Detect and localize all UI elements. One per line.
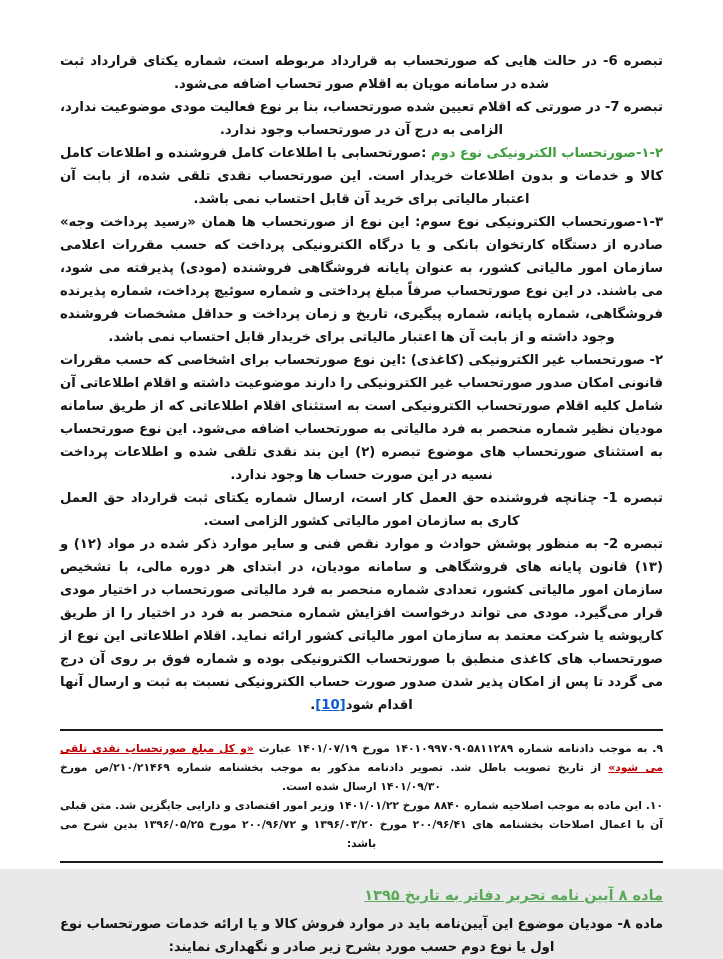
note-2-period: .: [310, 698, 316, 713]
footnote-9-text-pre: ۹. به موجب دادنامه شماره ۱۴۰۱۰۹۹۷۰۹۰۵۸۱۱۲۸۹ مورخ ۱۴۰۱/۰۷/۱۹ عبارت: [253, 742, 664, 755]
note-2-paragraph: [60, 533, 663, 717]
footnote-10-reference-link[interactable]: [10]: [315, 698, 346, 713]
note-6-paragraph: تبصره 6- در حالت هایی که صورتحساب به قرارداد مربوطه است، شماره یکتای قرارداد ثبت شده در سامانه مویان به اقلام صور تحساب اضافه می‌شود.: [60, 54, 663, 92]
footnote-10: ۱۰. این ماده به موجب اصلاحیه شماره ۸۸۴۰ مورخ ۱۴۰۱/۰۱/۲۲ وزیر امور اقتصادی و دارایی جایگزین شد. متن قبلی آن با اعمال اصلاحات بخشنامه های ۲۰۰/۹۶/۴۱ مورخ ۱۳۹۶/۰۳/۲۰ و ۲۰۰/۹۶/۷۲ مورخ ۱۳۹۶/۰۵/۲۵ بدین شرح می باشد:: [60, 799, 664, 850]
section-2-paragraph: ۲- صورتحساب غیر الکترونیکی (کاغذی) :این نوع صورتحساب برای اشخاصی که حسب مقررات قانونی امکان صدور صورتحساب غیر الکترونیکی را دارند موضوعیت داشته و اقلام اطلاعاتی آن شامل کلیه اقلام صورتحساب الکترونیکی است به استثنای اقلام اطلاعاتی که از طریق سامانه مودیان نظیر شماره منحصر به فرد مالیاتی به صورتحساب اضافه می‌شود. این نوع صورتحساب به استثنای صورتحساب های موضوع تبصره (۲) این بند نقدی تلقی شده و اطلاعات پرداخت نسیه در این صورت حساب ها وجود ندارد.: [60, 353, 663, 483]
section-1-2-paragraph: [60, 142, 663, 211]
note-1-paragraph: تبصره 1- چنانچه فروشنده حق العمل کار است، ارسال شماره یکتای ثبت قرارداد حق العمل کاری به سازمان امور مالیاتی کشور الزامی است.: [60, 491, 663, 529]
note-7-paragraph: تبصره 7- در صورتی که اقلام تعیین شده صورتحساب، بنا بر نوع فعالیت مودی موضوعیت ندارد، الزامی به درج آن در صورتحساب وجود ندارد.: [60, 100, 663, 138]
section-1-2-heading: ۱-۲-صورتحساب الکترونیکی نوع دوم: [430, 146, 663, 161]
article-8-paragraph: ماده ۸- مودیان موضوع این آیین‌نامه باید در موارد فروش کالا و یا ارائه خدمات صورتحساب نوع اول یا نوع دوم حسب مورد بشرح زیر صادر و نگهداری نمایند:: [60, 917, 663, 955]
footnote-separator-top: [60, 729, 663, 731]
footnote-9-text-post: از تاریخ تصویب باطل شد. تصویر دادنامه مذکور به موجب بخشنامه شماره ۲۱۰/۲۱۴۶۹/ص مورخ ۱۴۰۱/۰۹/۳۰ ارسال شده است.: [60, 761, 609, 793]
footnote-9: [60, 739, 663, 796]
footnote-9-annulled-phrase: «و کل مبلغ صورتحساب نقدی تلقی می شود»: [60, 742, 663, 774]
article-8-heading: ماده ۸ آیین نامه تحریر دفاتر به تاریخ ۱۳۹۵: [364, 888, 663, 904]
note-2-text: تبصره 2- به منظور پوشش حوادث و موارد نقص فنی و سایر موارد ذکر شده در مواد (۱۲) و (۱۳) قانون پایانه های فروشگاهی و سامانه مودیان، در ابتدای هر دوره مالی، با تشخیص سازمان امور مالیاتی کشور، تعدادی شماره منحصر به فرد مالیاتی صورتحساب در اختیار مودی قرار می‌گیرد. مودی می تواند درخواست افزایش شماره منحصر به فرد در اختیار را از طریق کارپوشه یا شرکت معتمد به سازمان امور مالیاتی کشور ارائه نماید. اقلام اطلاعاتی این نوع از صورتحساب های کاغذی منطبق با صورتحساب الکترونیکی بوده و شماره فوق بر روی آن درج می گردد تا پس از امکان پذیر شدن صدور صورت حساب الکترونیکی نسبت به ثبت و ارسال آنها اقدام شود: [60, 537, 663, 713]
section-1-3-paragraph: ۱-۳-صورتحساب الکترونیکی نوع سوم: این نوع از صورتحساب ها همان «رسید پرداخت وجه» صادره از دستگاه کارتخوان بانکی و یا درگاه الکترونیکی پرداخت که حسب مقررات اعلامی سازمان امور مالیاتی کشور، به عنوان پایانه فروشگاهی فروشنده (مودی) پذیرفته می شود، می باشند. در این نوع صورتحساب صرفاً مبلغ پرداختی و شماره سوئیچ پرداخت، شماره پذیرنده فروشگاهی، شماره پایانه، شماره پیگیری، تاریخ و زمان پرداخت و حداقل مشخصات فروشنده وجود داشته و از بابت آن ها اعتبار مالیاتی برای خریدار قابل احتساب نمی باشد.: [60, 215, 663, 345]
footnote-separator-bottom: [60, 861, 663, 863]
section-1-2-text: :صورتحسابی با اطلاعات کامل فروشنده و اطلاعات کامل کالا و خدمات و بدون اطلاعات خریدار است. این صورتحساب نقدی تلقی شده، از بابت آن اعتبار مالیاتی برای خرید آن قابل احتساب نمی باشد.: [60, 146, 663, 207]
